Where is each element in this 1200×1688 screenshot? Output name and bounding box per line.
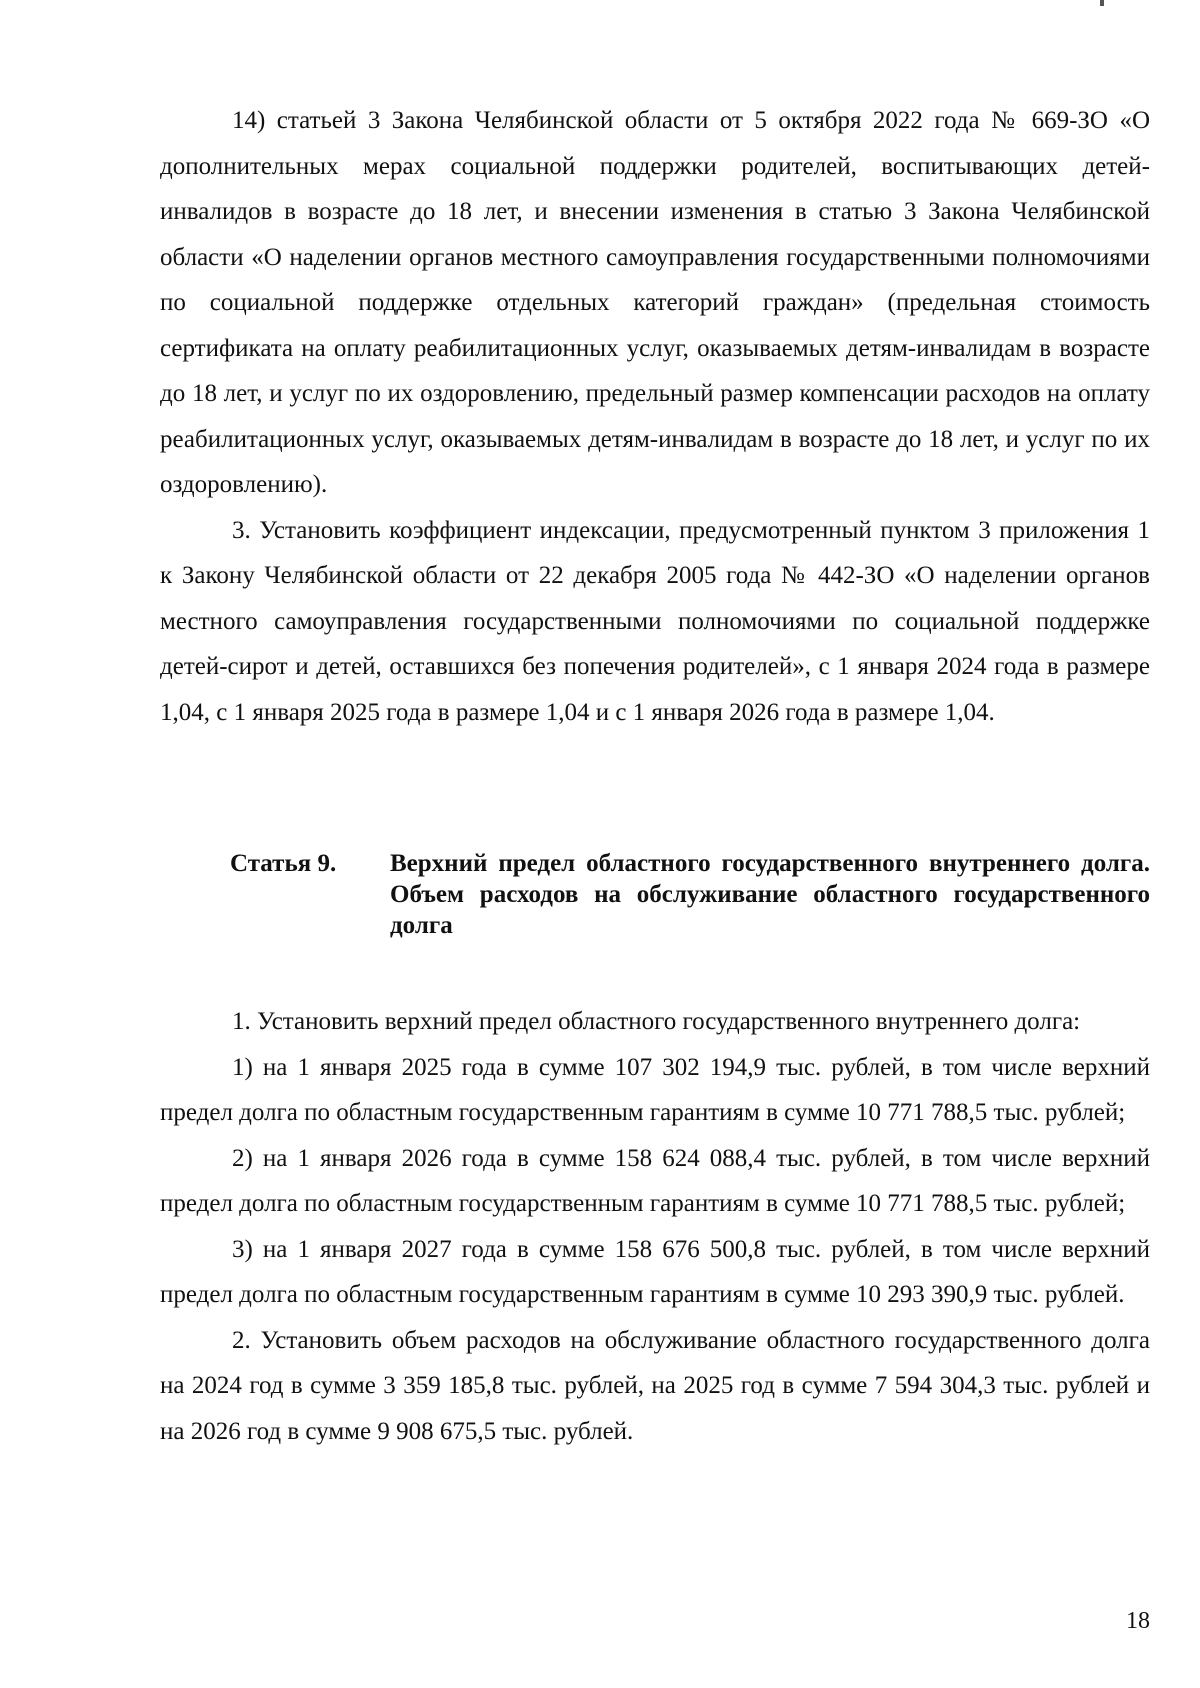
text-block-top — [160, 98, 1150, 735]
article-heading — [230, 848, 1150, 941]
article-title: Верхний предел областного государственного внутреннего долга. Объем расходов на обслуживание областного государственного долга — [390, 850, 1150, 939]
paragraph-2026: 2) на 1 января 2026 года в сумме 158 624 088,4 тыс. рублей, в том числе верхний предел долга по областным государственным гарантиям в сумме 10 771 788,5 тыс. рублей; — [160, 1144, 1150, 1217]
paragraph-debt-limit: 1. Установить верхний предел областного государственного внутреннего долга: — [232, 1008, 1081, 1035]
scan-mark — [1100, 0, 1104, 6]
text-block-bottom — [160, 999, 1150, 1454]
paragraph-2025: 1) на 1 января 2025 года в сумме 107 302 194,9 тыс. рублей, в том числе верхний предел долга по областным государственным гарантиям в сумме 10 771 788,5 тыс. рублей; — [160, 1053, 1150, 1126]
paragraph-2027: 3) на 1 января 2027 года в сумме 158 676 500,8 тыс. рублей, в том числе верхний предел долга по областным государственным гарантиям в сумме 10 293 390,9 тыс. рублей. — [160, 1235, 1150, 1308]
page-number: 18 — [1126, 1608, 1150, 1634]
paragraph-indexation: 3. Установить коэффициент индексации, предусмотренный пунктом 3 приложения 1 к Закону Челябинской области от 22 декабря 2005 года № 442-ЗО «О наделении органов местного самоуправления государственными полномочиями по социальной поддержке детей-сирот и детей, оставшихся без попечения родителей», с 1 января 2024 года в размере 1,04, с 1 января 2025 года в размере 1,04 и с 1 января 2026 года в размере 1,04. — [160, 516, 1150, 726]
paragraph-service-costs: 2. Установить объем расходов на обслуживание областного государственного долга на 2024 год в сумме 3 359 185,8 тыс. рублей, на 2025 год в сумме 7 594 304,3 тыс. рублей и на 2026 год в сумме 9 908 675,5 тыс. рублей. — [160, 1326, 1150, 1445]
paragraph-item-14: 14) статьей 3 Закона Челябинской области от 5 октября 2022 года № 669-ЗО «О дополнительных мерах социальной поддержки родителей, воспитывающих детей-инвалидов в возрасте до 18 лет, и внесении изменения в статью 3 Закона Челябинской области «О наделении органов местного самоуправления государственными полномочиями по социальной поддержке отдельных категорий граждан» (предельная стоимость сертификата на оплату реабилитационных услуг, оказываемых детям-инвалидам в возрасте до 18 лет, и услуг по их оздоровлению, предельный размер компенсации расходов на оплату реабилитационных услуг, оказываемых детям-инвалидам в возрасте до 18 лет, и услуг по их оздоровлению). — [160, 107, 1150, 498]
article-number: Статья 9. — [230, 850, 337, 877]
